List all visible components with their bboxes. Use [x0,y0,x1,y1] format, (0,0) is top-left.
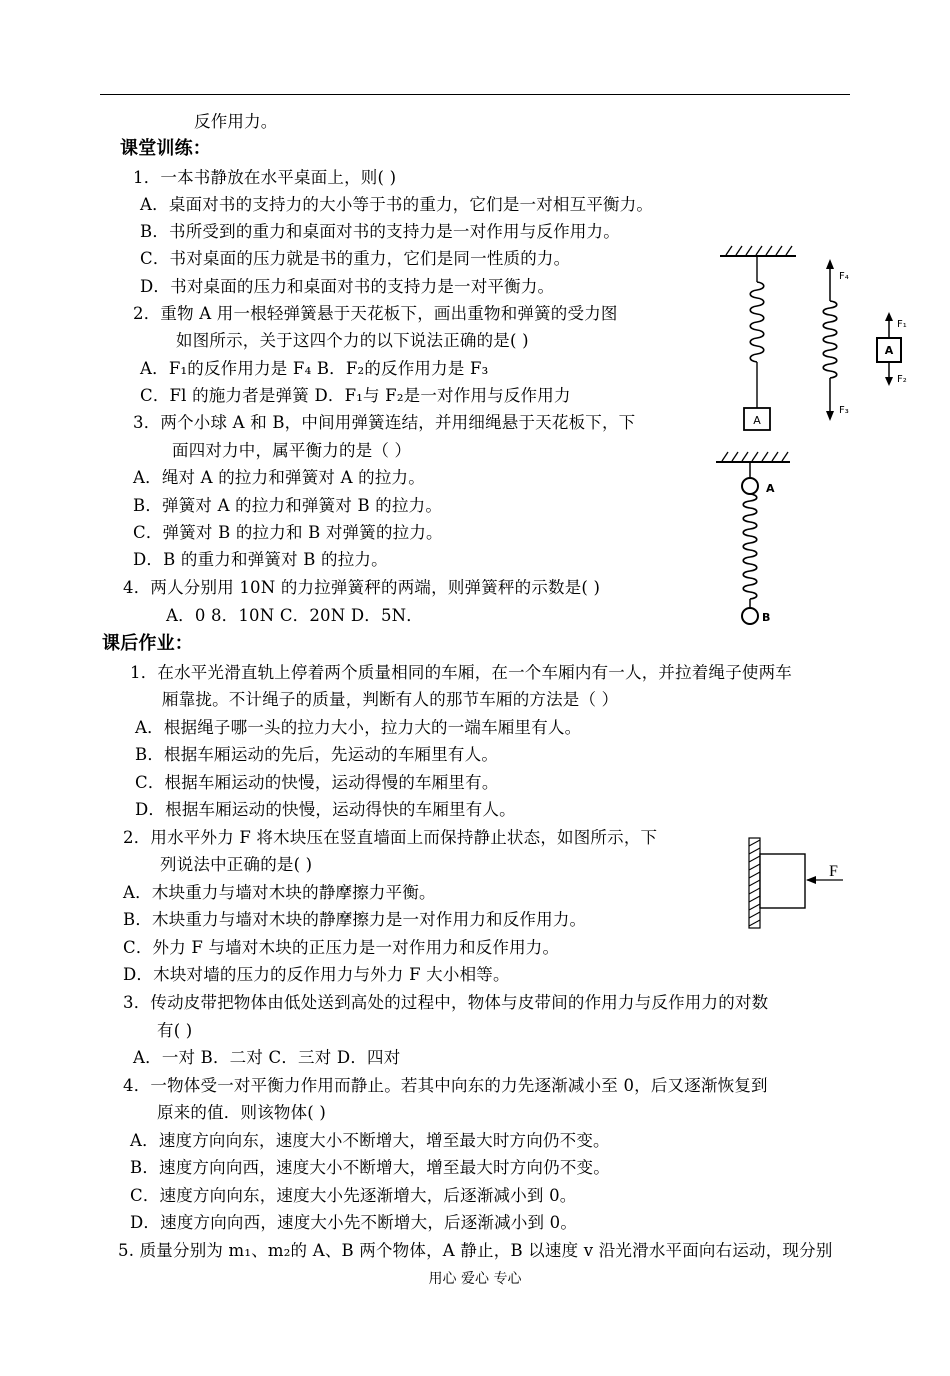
ball-b-label: B [762,611,771,624]
question-1: 1．一本书静放在水平桌面上，则( ) [133,168,397,187]
section-heading-classroom: 课堂训练： [120,138,211,159]
option-ab: A．F₁的反作用力是 F₄ B．F₂的反作用力是 F₃ [140,359,489,378]
option-d: D．书对桌面的压力和桌面对书的支持力是一对平衡力。 [140,277,555,296]
block-forces-figure [872,310,922,390]
option-b: B．木块重力与墙对木块的静摩擦力是一对作用力和反作用力。 [123,910,587,929]
homework-question-1: 1．在水平光滑直轨上停着两个质量相同的车厢，在一个车厢内有一人，并拉着绳子使两车 [130,663,792,682]
option-c: C．速度方向向东，速度大小先逐渐增大，后逐渐减小到 0。 [130,1186,577,1205]
option-a: A．根据绳子哪一头的拉力大小，拉力大的一端车厢里有人。 [135,718,582,737]
spring-block-figure [716,240,806,440]
question-4: 4．两人分别用 10N 的力拉弹簧秤的两端，则弹簧秤的示数是( ) [123,578,601,597]
two-balls-figure [712,448,802,633]
homework-question-3: 3．传动皮带把物体由低处送到高处的过程中，物体与皮带间的作用力与反作用力的对数 [123,993,769,1012]
question-2: 2．重物 A 用一根轻弹簧悬于天花板下，画出重物和弹簧的受力图 [133,304,618,323]
page-footer: 用心 爱心 专心 [428,1271,522,1287]
option-a: A．木块重力与墙对木块的静摩擦力平衡。 [123,883,436,902]
option-b: B．根据车厢运动的先后，先运动的车厢里有人。 [135,745,499,764]
section-heading-homework: 课后作业： [102,633,193,654]
block-label: A [753,414,761,427]
homework-question-2: 2．用水平外力 F 将木块压在竖直墙面上而保持静止状态，如图所示，下 [123,828,658,847]
f1-label: F₁ [897,319,907,330]
wall-block-figure [745,832,855,932]
option-d: D．木块对墙的压力的反作用力与外力 F 大小相等。 [123,965,510,984]
homework-question-4: 4．一物体受一对平衡力作用而静止。若其中向东的力先逐渐减小至 0，后又逐渐恢复到 [123,1076,768,1095]
homework-question-4-cont: 原来的值．则该物体( ) [157,1103,327,1122]
spring-forces-figure [815,255,865,435]
question-2-cont: 如图所示，关于这四个力的以下说法正确的是( ) [176,331,529,350]
option-d: D．速度方向向西，速度大小先不断增大，后逐渐减小到 0。 [130,1213,578,1232]
option-a: A．速度方向向东，速度大小不断增大，增至最大时方向仍不变。 [130,1131,610,1150]
header-rule [100,94,850,95]
option-b: B．速度方向向西，速度大小不断增大，增至最大时方向仍不变。 [130,1158,610,1177]
homework-question-3-options: A．一对 B．二对 C．三对 D．四对 [133,1048,401,1067]
option-c: C．书对桌面的压力就是书的重力，它们是同一性质的力。 [140,249,571,268]
homework-question-5: 5. 质量分别为 m₁、m₂的 A、B 两个物体，A 静止，B 以速度 v 沿光滑水平面向右运动，现分别 [118,1241,833,1260]
block-label: A [884,344,894,357]
homework-question-2-cont: 列说法中正确的是( ) [160,855,313,874]
option-a: A．绳对 A 的拉力和弹簧对 A 的拉力。 [133,468,425,487]
question-3: 3．两个小球 A 和 B，中间用弹簧连结，并用细绳悬于天花板下，下 [133,413,636,432]
f4-label: F₄ [839,271,849,282]
question-4-options: A．0 8．10N C．20N D．5N． [166,606,424,625]
option-a: A．桌面对书的支持力的大小等于书的重力，它们是一对相互平衡力。 [140,195,654,214]
option-b: B．书所受到的重力和桌面对书的支持力是一对作用与反作用力。 [140,222,620,241]
force-label: F [829,863,838,880]
option-c: C．弹簧对 B 的拉力和 B 对弹簧的拉力。 [133,523,443,542]
option-d: D．B 的重力和弹簧对 B 的拉力。 [133,550,388,569]
question-3-cont: 面四对力中，属平衡力的是（ ） [172,441,412,460]
option-b: B．弹簧对 A 的拉力和弹簧对 B 的拉力。 [133,496,443,515]
ball-a-label: A [766,482,775,495]
option-cd: C．Fl 的施力者是弹簧 D．F₁与 F₂是一对作用与反作用力 [140,386,571,405]
text-line: 反作用力。 [194,112,278,131]
f3-label: F₃ [839,405,849,416]
option-c: C．根据车厢运动的快慢，运动得慢的车厢里有。 [135,773,499,792]
homework-question-1-cont: 厢靠拢。不计绳子的质量，判断有人的那节车厢的方法是（ ） [162,690,619,709]
f2-label: F₂ [897,374,907,385]
option-c: C．外力 F 与墙对木块的正压力是一对作用力和反作用力。 [123,938,560,957]
option-d: D．根据车厢运动的快慢，运动得快的车厢里有人。 [135,800,516,819]
homework-question-3-cont: 有( ) [157,1021,193,1040]
